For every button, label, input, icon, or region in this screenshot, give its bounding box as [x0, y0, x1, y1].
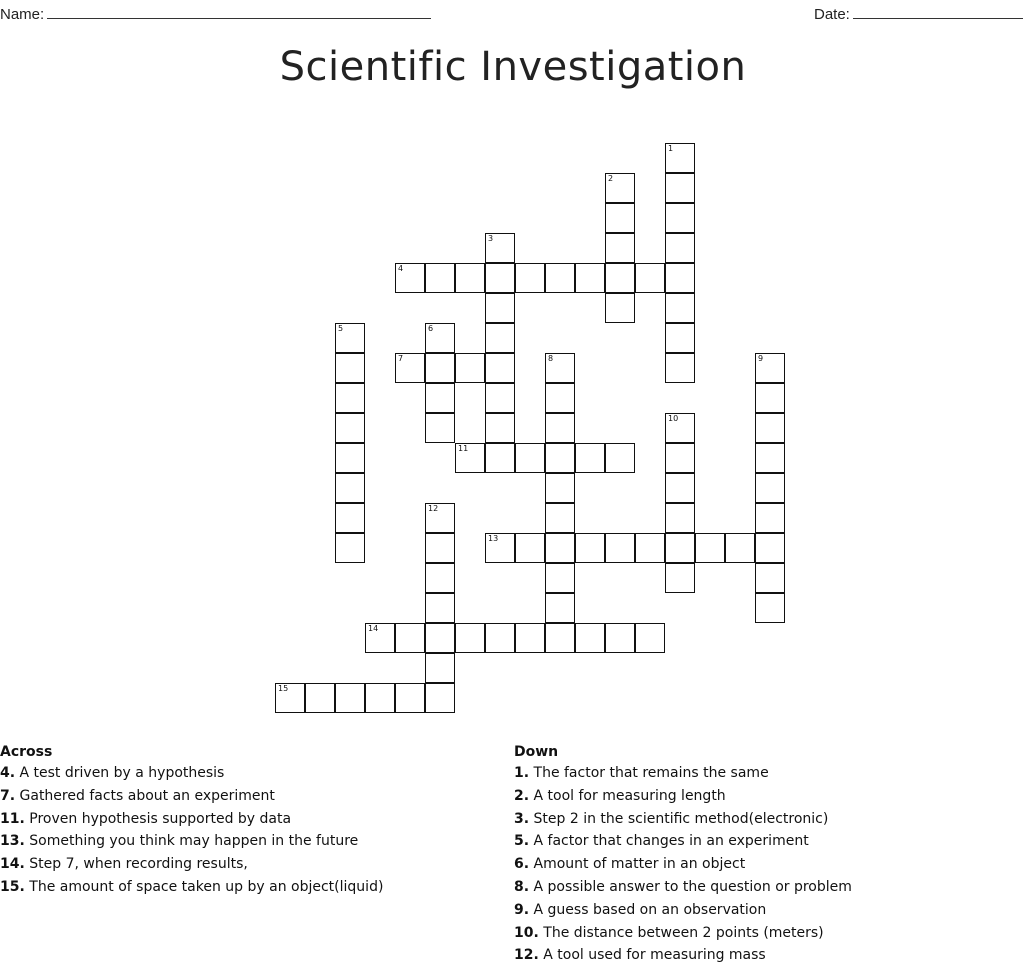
- crossword-cell[interactable]: [335, 473, 365, 503]
- crossword-cell[interactable]: [755, 353, 785, 383]
- across-heading: Across: [0, 744, 53, 760]
- down-clue-list: [514, 762, 852, 967]
- clue-number-label: 9.: [514, 901, 530, 918]
- crossword-cell[interactable]: [755, 533, 785, 563]
- clue-number-label: 12.: [514, 947, 539, 964]
- crossword-cell[interactable]: [425, 533, 455, 563]
- crossword-cell[interactable]: [425, 413, 455, 443]
- across-clue: [0, 785, 383, 808]
- crossword-cell[interactable]: [605, 623, 635, 653]
- clue-number-label: 4.: [0, 765, 16, 781]
- crossword-cell[interactable]: [545, 533, 575, 563]
- down-clue: [514, 830, 852, 853]
- crossword-cell[interactable]: [755, 593, 785, 623]
- crossword-cell[interactable]: [335, 383, 365, 413]
- page-title: Scientific Investigation: [279, 44, 747, 90]
- crossword-cell[interactable]: [455, 443, 485, 473]
- clue-text: Step 2 in the scientific method(electronic): [529, 810, 829, 827]
- clue-number: 12: [428, 504, 439, 513]
- crossword-cell[interactable]: [575, 623, 605, 653]
- crossword-cell[interactable]: [335, 503, 365, 533]
- crossword-cell[interactable]: [395, 623, 425, 653]
- clue-text: A possible answer to the question or problem: [529, 878, 852, 895]
- crossword-cell[interactable]: [755, 563, 785, 593]
- crossword-cell[interactable]: [455, 263, 485, 293]
- crossword-cell[interactable]: [485, 383, 515, 413]
- crossword-cell[interactable]: [755, 413, 785, 443]
- crossword-cell[interactable]: [635, 623, 665, 653]
- crossword-cell[interactable]: [755, 503, 785, 533]
- crossword-cell[interactable]: [545, 563, 575, 593]
- crossword-cell[interactable]: [425, 593, 455, 623]
- down-clue: [514, 853, 852, 876]
- crossword-cell[interactable]: [665, 503, 695, 533]
- crossword-cell[interactable]: [545, 413, 575, 443]
- down-heading: Down: [514, 744, 559, 760]
- crossword-cell[interactable]: [485, 353, 515, 383]
- across-clue: [0, 762, 383, 785]
- crossword-cell[interactable]: [665, 563, 695, 593]
- crossword-cell[interactable]: [395, 263, 425, 293]
- crossword-cell[interactable]: [515, 623, 545, 653]
- crossword-cell[interactable]: [665, 323, 695, 353]
- clue-number: 3: [488, 234, 494, 243]
- crossword-cell[interactable]: [545, 353, 575, 383]
- crossword-cell[interactable]: [425, 563, 455, 593]
- crossword-cell[interactable]: [485, 233, 515, 263]
- across-clue: [0, 808, 383, 831]
- crossword-cell[interactable]: [425, 383, 455, 413]
- clue-number-label: 15.: [0, 878, 25, 895]
- crossword-cell[interactable]: [665, 533, 695, 563]
- crossword-cell[interactable]: [665, 293, 695, 323]
- crossword-cell[interactable]: [335, 533, 365, 563]
- clue-number: 5: [338, 324, 344, 333]
- crossword-cell[interactable]: [545, 593, 575, 623]
- crossword-cell[interactable]: [365, 623, 395, 653]
- crossword-cell[interactable]: [665, 173, 695, 203]
- crossword-cell[interactable]: [665, 473, 695, 503]
- across-clue: [0, 853, 383, 876]
- clue-number-label: 1.: [514, 765, 530, 781]
- clue-text: A tool used for measuring mass: [538, 947, 766, 964]
- across-clue: [0, 876, 383, 899]
- crossword-cell[interactable]: [395, 353, 425, 383]
- crossword-cell[interactable]: [425, 263, 455, 293]
- clue-number-label: 6.: [514, 856, 530, 873]
- crossword-cell[interactable]: [755, 473, 785, 503]
- clue-number-label: 5.: [514, 833, 530, 850]
- crossword-cell[interactable]: [605, 443, 635, 473]
- crossword-cell[interactable]: [335, 353, 365, 383]
- clue-number: 11: [458, 444, 469, 453]
- crossword-cell[interactable]: [545, 623, 575, 653]
- across-clue-list: [0, 762, 383, 899]
- crossword-cell[interactable]: [665, 143, 695, 173]
- crossword-cell[interactable]: [455, 623, 485, 653]
- clue-text: The factor that remains the same: [529, 765, 769, 781]
- clue-text: A test driven by a hypothesis: [15, 765, 225, 781]
- clue-text: A guess based on an observation: [529, 901, 767, 918]
- crossword-cell[interactable]: [485, 443, 515, 473]
- crossword-cell[interactable]: [515, 443, 545, 473]
- crossword-cell[interactable]: [485, 533, 515, 563]
- crossword-cell[interactable]: [665, 443, 695, 473]
- crossword-cell[interactable]: [515, 533, 545, 563]
- crossword-cell[interactable]: [635, 533, 665, 563]
- crossword-cell[interactable]: [485, 413, 515, 443]
- clue-number-label: 13.: [0, 833, 25, 850]
- crossword-cell[interactable]: [605, 173, 635, 203]
- crossword-cell[interactable]: [575, 443, 605, 473]
- down-clue: [514, 808, 852, 831]
- clue-number: 8: [548, 354, 554, 363]
- clue-text: The amount of space taken up by an object(liquid): [24, 878, 384, 895]
- crossword-cell[interactable]: [335, 683, 365, 713]
- clue-text: The distance between 2 points (meters): [538, 924, 824, 941]
- crossword-cell[interactable]: [365, 683, 395, 713]
- clue-text: Amount of matter in an object: [529, 856, 746, 873]
- clue-number: 4: [398, 264, 404, 273]
- crossword-cell[interactable]: [425, 353, 455, 383]
- crossword-cell[interactable]: [755, 383, 785, 413]
- clue-number-label: 10.: [514, 924, 539, 941]
- crossword-cell[interactable]: [665, 413, 695, 443]
- date-label: Date:: [814, 6, 850, 23]
- crossword-cell[interactable]: [335, 443, 365, 473]
- clue-number: 13: [488, 534, 499, 543]
- crossword-cell[interactable]: [605, 203, 635, 233]
- clue-number-label: 3.: [514, 810, 530, 827]
- crossword-cell[interactable]: [755, 443, 785, 473]
- crossword-cell[interactable]: [665, 203, 695, 233]
- across-clue: [0, 830, 383, 853]
- crossword-cell[interactable]: [575, 263, 605, 293]
- crossword-cell[interactable]: [485, 623, 515, 653]
- crossword-cell[interactable]: [425, 503, 455, 533]
- crossword-cell[interactable]: [575, 533, 605, 563]
- down-clue: [514, 922, 852, 945]
- crossword-cell[interactable]: [725, 533, 755, 563]
- crossword-cell[interactable]: [515, 263, 545, 293]
- crossword-cell[interactable]: [425, 623, 455, 653]
- crossword-cell[interactable]: [425, 653, 455, 683]
- clue-text: A factor that changes in an experiment: [529, 833, 809, 850]
- clue-number: 14: [368, 624, 379, 633]
- clue-number: 1: [668, 144, 674, 153]
- down-clue: [514, 944, 852, 967]
- crossword-cell[interactable]: [545, 443, 575, 473]
- crossword-cell[interactable]: [605, 233, 635, 263]
- clue-number: 6: [428, 324, 434, 333]
- crossword-cell[interactable]: [425, 323, 455, 353]
- crossword-cell[interactable]: [665, 233, 695, 263]
- crossword-cell[interactable]: [455, 353, 485, 383]
- down-clues: [514, 742, 852, 967]
- clue-number-label: 2.: [514, 787, 530, 804]
- crossword-cell[interactable]: [425, 683, 455, 713]
- crossword-cell[interactable]: [635, 263, 665, 293]
- across-clues: [0, 742, 383, 899]
- clue-number-label: 14.: [0, 856, 25, 873]
- crossword-cell[interactable]: [545, 503, 575, 533]
- clue-text: Something you think may happen in the future: [24, 833, 359, 850]
- down-clue: [514, 899, 852, 922]
- clue-number: 9: [758, 354, 764, 363]
- down-clue: [514, 785, 852, 808]
- crossword-cell[interactable]: [665, 353, 695, 383]
- crossword-cell[interactable]: [695, 533, 725, 563]
- clue-text: A tool for measuring length: [529, 787, 726, 804]
- clue-number-label: 8.: [514, 878, 530, 895]
- down-clue: [514, 876, 852, 899]
- down-clue: [514, 762, 852, 785]
- crossword-cell[interactable]: [485, 323, 515, 353]
- crossword-cell[interactable]: [545, 383, 575, 413]
- clue-text: Gathered facts about an experiment: [15, 787, 275, 804]
- clue-number: 15: [278, 684, 289, 693]
- crossword-cell[interactable]: [605, 293, 635, 323]
- clue-text: Step 7, when recording results,: [24, 856, 248, 873]
- crossword-cell[interactable]: [665, 263, 695, 293]
- crossword-cell[interactable]: [545, 473, 575, 503]
- clue-number: 7: [398, 354, 404, 363]
- crossword-cell[interactable]: [485, 263, 515, 293]
- clue-number-label: 7.: [0, 787, 16, 804]
- crossword-cell[interactable]: [335, 323, 365, 353]
- crossword-cell[interactable]: [605, 263, 635, 293]
- clue-text: Proven hypothesis supported by data: [24, 810, 292, 827]
- clue-number-label: 11.: [0, 810, 25, 827]
- name-label: Name:: [0, 6, 45, 23]
- clue-number: 10: [668, 414, 679, 423]
- crossword-cell[interactable]: [305, 683, 335, 713]
- crossword-cell[interactable]: [275, 683, 305, 713]
- clue-number: 2: [608, 174, 614, 183]
- crossword-cell[interactable]: [605, 533, 635, 563]
- crossword-cell[interactable]: [545, 263, 575, 293]
- crossword-cell[interactable]: [485, 293, 515, 323]
- crossword-cell[interactable]: [335, 413, 365, 443]
- crossword-cell[interactable]: [395, 683, 425, 713]
